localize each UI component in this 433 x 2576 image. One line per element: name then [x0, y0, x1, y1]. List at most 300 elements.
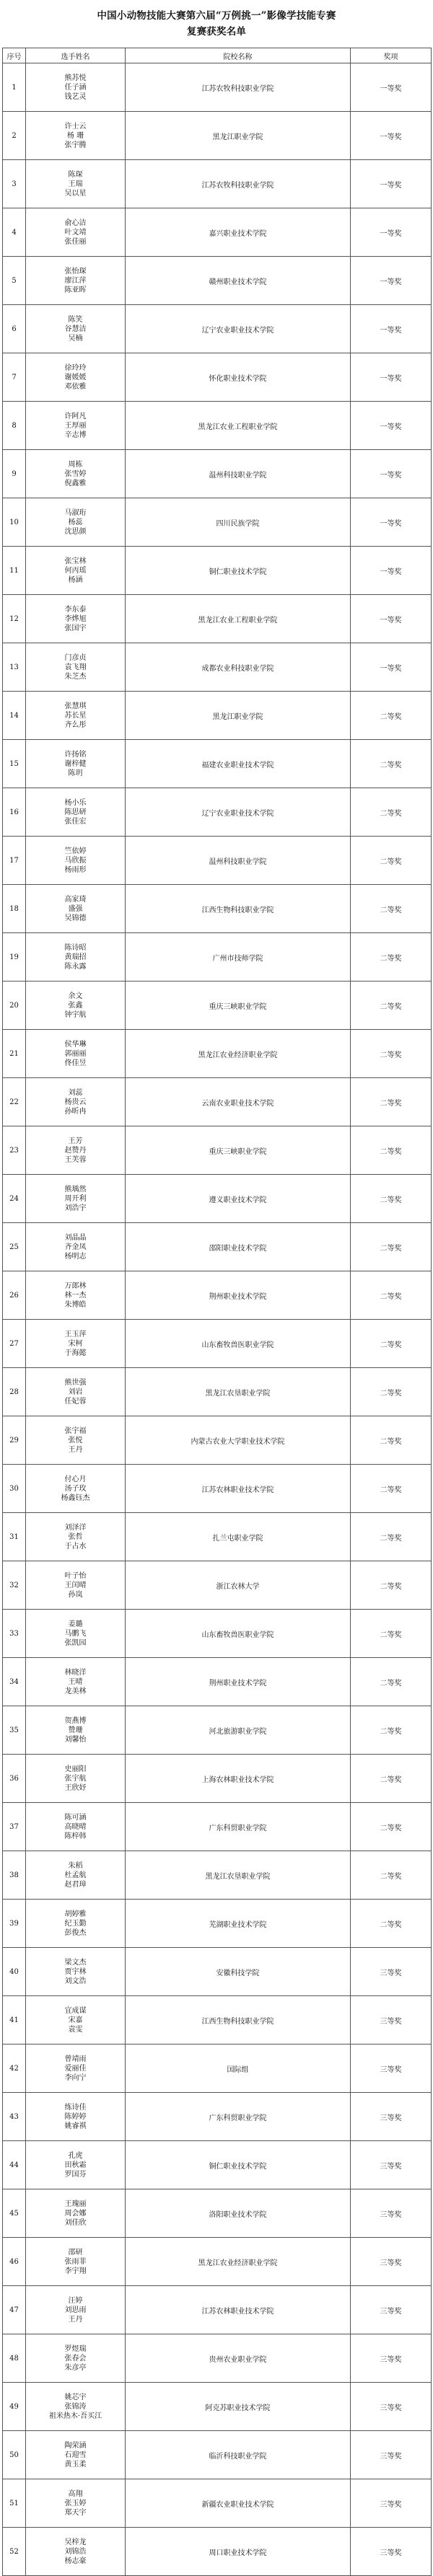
school-name: 荆州职业技术学院: [126, 1658, 351, 1706]
row-number: 42: [3, 2045, 26, 2093]
row-number: 7: [3, 353, 26, 402]
contestant-name: 汤子玫: [64, 1484, 87, 1493]
school-name: 重庆三峡职业学院: [126, 982, 351, 1030]
prize-level: 一等奖: [351, 353, 432, 402]
contestant-names-cell: [26, 2334, 126, 2383]
contestant-name: 张凯园: [64, 1638, 87, 1647]
contestant-name: 孙昕冉: [64, 1107, 87, 1116]
prize-level: 二等奖: [351, 1658, 432, 1706]
award-table-body: [3, 63, 432, 2576]
table-row: [3, 2383, 432, 2431]
table-row: [3, 595, 432, 643]
header-number: 序号: [3, 48, 26, 63]
contestant-name: 王芳: [68, 1137, 83, 1145]
contestant-name: 王厚丽: [64, 421, 87, 430]
contestant-name: 杨蕊: [68, 518, 83, 526]
row-number: 10: [3, 498, 26, 547]
prize-level: 三等奖: [351, 2093, 432, 2141]
contestant-name: 史丽阳: [64, 1765, 87, 1773]
row-number: 12: [3, 595, 26, 643]
school-name: 黑龙江农垦职业学院: [126, 1368, 351, 1416]
contestant-names-cell: [26, 160, 126, 208]
contestant-name: 邓依雅: [64, 382, 87, 391]
contestant-name: 王闰晴: [64, 1581, 87, 1589]
contestant-name: 林晓洋: [64, 1668, 87, 1677]
row-number: 50: [3, 2431, 26, 2479]
contestant-name: 邵研: [68, 2248, 83, 2257]
table-row: [3, 353, 432, 402]
contestant-name: 陶荣涵: [64, 2441, 87, 2450]
contestant-name: 张怡琛: [64, 267, 87, 275]
school-name: 邵阳职业技术学院: [126, 1223, 351, 1271]
title-line-1: 中国小动物技能大赛第六届“万例挑一”影像学技能专赛: [97, 10, 336, 22]
prize-level: 二等奖: [351, 1706, 432, 1755]
prize-level: 二等奖: [351, 1851, 432, 1900]
contestant-name: 石迎雪: [64, 2451, 87, 2459]
row-number: 8: [3, 402, 26, 450]
prize-level: 二等奖: [351, 740, 432, 788]
school-name: 上海农林职业技术学院: [126, 1755, 351, 1803]
contestant-name: 张佳丽: [64, 237, 87, 246]
contestant-name: 李烨旭: [64, 614, 87, 623]
school-name: 洛阳职业技术学院: [126, 2189, 351, 2238]
table-row: [3, 402, 432, 450]
school-name: 辽宁农业职业技术学院: [126, 788, 351, 837]
contestant-name: 罗煜瑞: [64, 2345, 87, 2353]
row-number: 41: [3, 1996, 26, 2045]
school-name: 福建农业职业技术学院: [126, 740, 351, 788]
contestant-names-cell: [26, 1368, 126, 1416]
contestant-name: 刘蕊: [68, 1088, 83, 1097]
contestant-names-cell: [26, 837, 126, 885]
contestant-names-cell: [26, 305, 126, 353]
contestant-names-cell: [26, 547, 126, 595]
row-number: 4: [3, 208, 26, 257]
contestant-name: 陈诗昭: [64, 943, 87, 952]
contestant-names-cell: [26, 498, 126, 547]
table-row: [3, 498, 432, 547]
contestant-names-cell: [26, 2141, 126, 2189]
header-school-name: 院校名称: [126, 48, 351, 63]
contestant-name: 张锦涛: [64, 2402, 87, 2411]
row-number: 15: [3, 740, 26, 788]
school-name: 黑龙江农业工程职业学院: [126, 402, 351, 450]
contestant-name: 张慧琪: [64, 702, 87, 710]
contestant-names-cell: [26, 1030, 126, 1078]
table-row: [3, 450, 432, 498]
table-row: [3, 2528, 432, 2576]
prize-level: 二等奖: [351, 1320, 432, 1368]
table-row: [3, 1803, 432, 1851]
prize-level: 二等奖: [351, 1465, 432, 1513]
row-number: 46: [3, 2238, 26, 2286]
contestant-name: 张宇福: [64, 1426, 87, 1435]
contestant-name: 宜成谋: [64, 2006, 87, 2015]
contestant-names-cell: [26, 2093, 126, 2141]
contestant-name: 周会娜: [64, 2209, 87, 2218]
contestant-name: 王丹: [68, 1445, 83, 1454]
contestant-name: 陈琛: [68, 170, 83, 179]
contestant-name: 李向宁: [64, 2073, 87, 2082]
contestant-name: 沈思颜: [64, 527, 87, 536]
contestant-name: 张国宇: [64, 624, 87, 632]
row-number: 3: [3, 160, 26, 208]
row-number: 38: [3, 1851, 26, 1900]
contestant-name: 许士云: [64, 122, 87, 131]
contestant-name: 杨涵: [68, 575, 83, 584]
school-name: 新疆农业职业技术学院: [126, 2479, 351, 2528]
contestant-name: 袁雯: [68, 2025, 83, 2034]
contestant-name: 杨小乐: [64, 798, 87, 807]
contestant-name: 门彦贞: [64, 653, 87, 662]
prize-level: 三等奖: [351, 2045, 432, 2093]
school-name: 国际组: [126, 2045, 351, 2093]
table-header-row: [3, 48, 432, 63]
row-number: 18: [3, 885, 26, 933]
prize-level: 一等奖: [351, 547, 432, 595]
school-name: 铜仁职业技术学院: [126, 547, 351, 595]
prize-level: 二等奖: [351, 1513, 432, 1561]
contestant-name: 黄玉柔: [64, 2460, 87, 2469]
school-name: 阿克苏职业技术学院: [126, 2383, 351, 2431]
school-name: 广州市技师学院: [126, 933, 351, 982]
contestant-name: 王欣妤: [64, 1783, 87, 1792]
row-number: 45: [3, 2189, 26, 2238]
contestant-name: 杨志豪: [64, 2557, 87, 2565]
row-number: 34: [3, 1658, 26, 1706]
row-number: 29: [3, 1416, 26, 1465]
contestant-name: 孔虎: [68, 2151, 83, 2160]
contestant-name: 祖米热木·吾买江: [48, 2412, 102, 2420]
table-row: [3, 2286, 432, 2334]
table-row: [3, 1175, 432, 1223]
school-name: 赣州职业技术学院: [126, 257, 351, 305]
contestant-name: 熊世强: [64, 1378, 87, 1387]
contestant-names-cell: [26, 982, 126, 1030]
contestant-name: 徐玲玲: [64, 363, 87, 372]
school-name: 临沂科技职业学院: [126, 2431, 351, 2479]
row-number: 37: [3, 1803, 26, 1851]
contestant-name: 谷慧洁: [64, 325, 87, 333]
prize-level: 二等奖: [351, 1030, 432, 1078]
table-row: [3, 1900, 432, 1948]
row-number: 2: [3, 112, 26, 160]
school-name: 云南农业职业技术学院: [126, 1078, 351, 1126]
contestant-names-cell: [26, 63, 126, 112]
table-row: [3, 885, 432, 933]
row-number: 39: [3, 1900, 26, 1948]
contestant-names-cell: [26, 1900, 126, 1948]
contestant-name: 胡婷雅: [64, 1910, 87, 1918]
table-row: [3, 1126, 432, 1175]
row-number: 11: [3, 547, 26, 595]
school-name: 广东科贸职业学院: [126, 2093, 351, 2141]
row-number: 51: [3, 2479, 26, 2528]
contestant-name: 杨明志: [64, 1252, 87, 1261]
table-row: [3, 2189, 432, 2238]
table-row: [3, 547, 432, 595]
table-row: [3, 1416, 432, 1465]
contestant-name: 陈笑: [68, 315, 83, 324]
contestant-names-cell: [26, 1078, 126, 1126]
table-row: [3, 257, 432, 305]
contestant-name: 姚芯宇: [64, 2393, 87, 2401]
row-number: 32: [3, 1561, 26, 1610]
contestant-name: 张雪婷: [64, 469, 87, 478]
prize-level: 二等奖: [351, 1223, 432, 1271]
table-row: [3, 1610, 432, 1658]
contestant-name: 王芙蓉: [64, 1155, 87, 1164]
row-number: 33: [3, 1610, 26, 1658]
school-name: 贵州农业职业学院: [126, 2334, 351, 2383]
contestant-name: 任子涵: [64, 83, 87, 92]
table-row: [3, 1078, 432, 1126]
contestant-name: 钟宇航: [64, 1010, 87, 1019]
row-number: 31: [3, 1513, 26, 1561]
contestant-names-cell: [26, 402, 126, 450]
contestant-names-cell: [26, 1175, 126, 1223]
contestant-name: 于占水: [64, 1542, 87, 1551]
prize-level: 三等奖: [351, 2334, 432, 2383]
prize-level: 三等奖: [351, 2479, 432, 2528]
table-row: [3, 1706, 432, 1755]
contestant-name: 杨贵云: [64, 1098, 87, 1106]
contestant-name: 谢梓健: [64, 759, 87, 768]
contestant-name: 练诗佳: [64, 2103, 87, 2112]
prize-level: 二等奖: [351, 837, 432, 885]
contestant-name: 倪鑫雅: [64, 479, 87, 488]
contestant-name: 杨鑫钰杰: [61, 1494, 90, 1502]
row-number: 20: [3, 982, 26, 1030]
contestant-names-cell: [26, 1996, 126, 2045]
prize-level: 二等奖: [351, 1561, 432, 1610]
school-name: 温州科技职业学院: [126, 450, 351, 498]
contestant-name: 齐金凤: [64, 1243, 87, 1251]
school-name: 铜仁职业技术学院: [126, 2141, 351, 2189]
contestant-name: 刘晶晶: [64, 1233, 87, 1242]
prize-level: 三等奖: [351, 2528, 432, 2576]
prize-level: 二等奖: [351, 1126, 432, 1175]
school-name: 安徽科技学院: [126, 1948, 351, 1996]
table-row: [3, 208, 432, 257]
table-row: [3, 2045, 432, 2093]
contestant-name: 张宇航: [64, 1774, 87, 1783]
prize-level: 二等奖: [351, 1610, 432, 1658]
contestant-name: 姜璐: [68, 1620, 83, 1628]
row-number: 44: [3, 2141, 26, 2189]
contestant-name: 于海懿: [64, 1349, 87, 1357]
prize-level: 一等奖: [351, 208, 432, 257]
table-row: [3, 1030, 432, 1078]
prize-level: 二等奖: [351, 1271, 432, 1320]
contestant-name: 刘锦浩: [64, 2547, 87, 2556]
prize-level: 二等奖: [351, 1078, 432, 1126]
prize-level: 三等奖: [351, 2238, 432, 2286]
contestant-name: 张佳宏: [64, 817, 87, 826]
contestant-names-cell: [26, 1851, 126, 1900]
school-name: 江苏农林职业技术学院: [126, 2286, 351, 2334]
contestant-names-cell: [26, 1948, 126, 1996]
contestant-name: 张宝林: [64, 557, 87, 565]
contestant-name: 贺燕博: [64, 1716, 87, 1725]
table-row: [3, 1320, 432, 1368]
table-row: [3, 1658, 432, 1706]
contestant-name: 张宇腾: [64, 141, 87, 149]
table-row: [3, 160, 432, 208]
contestant-name: 王玉萍: [64, 1330, 87, 1338]
contestant-name: 齐么彤: [64, 720, 87, 729]
contestant-name: 张春会: [64, 2354, 87, 2363]
contestant-names-cell: [26, 2238, 126, 2286]
prize-level: 二等奖: [351, 933, 432, 982]
table-row: [3, 1996, 432, 2045]
contestant-name: 王丹: [68, 2315, 83, 2324]
row-number: 17: [3, 837, 26, 885]
row-number: 52: [3, 2528, 26, 2576]
contestant-names-cell: [26, 1126, 126, 1175]
contestant-names-cell: [26, 2286, 126, 2334]
contestant-name: 李东泰: [64, 605, 87, 614]
contestant-name: 吴楠: [68, 334, 83, 343]
contestant-name: 汪婷: [68, 2296, 83, 2305]
table-row: [3, 1271, 432, 1320]
table-row: [3, 2334, 432, 2383]
row-number: 22: [3, 1078, 26, 1126]
contestant-name: 叶子怡: [64, 1571, 87, 1580]
contestant-names-cell: [26, 2431, 126, 2479]
award-table: [2, 48, 432, 2576]
contestant-name: 朱博皓: [64, 1300, 87, 1309]
row-number: 47: [3, 2286, 26, 2334]
row-number: 48: [3, 2334, 26, 2383]
document-title: [0, 0, 433, 48]
prize-level: 二等奖: [351, 1416, 432, 1465]
contestant-names-cell: [26, 595, 126, 643]
prize-level: 二等奖: [351, 1755, 432, 1803]
row-number: 25: [3, 1223, 26, 1271]
contestant-name: 杨 珊: [66, 131, 84, 140]
prize-level: 二等奖: [351, 788, 432, 837]
prize-level: 二等奖: [351, 1900, 432, 1948]
row-number: 26: [3, 1271, 26, 1320]
contestant-name: 谢媛媛: [64, 373, 87, 381]
contestant-name: 陈可涵: [64, 1813, 87, 1822]
contestant-name: 刘馨怡: [64, 1735, 87, 1744]
school-name: 江苏农林职业技术学院: [126, 1465, 351, 1513]
contestant-name: 马淑珩: [64, 508, 87, 517]
contestant-name: 周开利: [64, 1194, 87, 1203]
contestant-name: 辛志博: [64, 431, 87, 439]
row-number: 5: [3, 257, 26, 305]
row-number: 27: [3, 1320, 26, 1368]
contestant-name: 彭俊杰: [64, 1928, 87, 1937]
prize-level: 三等奖: [351, 2286, 432, 2334]
school-name: 山东畜牧兽医职业学院: [126, 1320, 351, 1368]
contestant-name: 赵赞丹: [64, 1146, 87, 1155]
contestant-name: 苏长星: [64, 711, 87, 720]
table-row: [3, 305, 432, 353]
prize-level: 三等奖: [351, 2431, 432, 2479]
prize-level: 三等奖: [351, 2383, 432, 2431]
contestant-name: 陈永露: [64, 962, 87, 971]
contestant-names-cell: [26, 2383, 126, 2431]
contestant-names-cell: [26, 2479, 126, 2528]
table-row: [3, 788, 432, 837]
contestant-name: 侯华琳: [64, 1040, 87, 1049]
school-name: 江苏农牧科技职业学院: [126, 63, 351, 112]
contestant-names-cell: [26, 2045, 126, 2093]
table-row: [3, 2431, 432, 2479]
contestant-names-cell: [26, 1513, 126, 1561]
row-number: 30: [3, 1465, 26, 1513]
table-row: [3, 837, 432, 885]
contestant-name: 罗国芬: [64, 2170, 87, 2179]
table-row: [3, 1513, 432, 1561]
prize-level: 三等奖: [351, 2189, 432, 2238]
title-line-2: 复赛获奖名单: [186, 26, 247, 38]
prize-level: 一等奖: [351, 402, 432, 450]
row-number: 40: [3, 1948, 26, 1996]
table-row: [3, 63, 432, 112]
contestant-name: 王晴: [68, 1677, 83, 1686]
row-number: 35: [3, 1706, 26, 1755]
contestant-names-cell: [26, 257, 126, 305]
contestant-names-cell: [26, 1465, 126, 1513]
contestant-name: 刘佳欣: [64, 2218, 87, 2227]
prize-level: 三等奖: [351, 2141, 432, 2189]
contestant-name: 何丙瑶: [64, 566, 87, 575]
contestant-name: 竺依婷: [64, 847, 87, 855]
contestant-name: 刘岩: [68, 1388, 83, 1396]
contestant-name: 赞珊: [68, 1726, 83, 1734]
contestant-name: 郭丽丽: [64, 1049, 87, 1058]
contestant-name: 朱彦亭: [64, 2363, 87, 2372]
table-row: [3, 2093, 432, 2141]
contestant-name: 张哲: [68, 1532, 83, 1541]
table-row: [3, 1948, 432, 1996]
header-contestant-names: 选手姓名: [26, 48, 126, 63]
contestant-names-cell: [26, 1610, 126, 1658]
contestant-name: 王瑞: [68, 180, 83, 188]
contestant-name: 付心月: [64, 1475, 87, 1483]
prize-level: 二等奖: [351, 692, 432, 740]
row-number: 24: [3, 1175, 26, 1223]
contestant-name: 陈梓韩: [64, 1832, 87, 1840]
school-name: 黑龙江农业工程职业学院: [126, 595, 351, 643]
contestant-names-cell: [26, 1416, 126, 1465]
contestant-names-cell: [26, 1561, 126, 1610]
school-name: 嘉兴职业技术学院: [126, 208, 351, 257]
prize-level: 二等奖: [351, 885, 432, 933]
contestant-name: 杜孟航: [64, 1871, 87, 1879]
row-number: 43: [3, 2093, 26, 2141]
contestant-names-cell: [26, 692, 126, 740]
contestant-name: 纪玉勤: [64, 1919, 87, 1928]
prize-level: 一等奖: [351, 63, 432, 112]
contestant-name: 许扬铭: [64, 750, 87, 759]
prize-level: 二等奖: [351, 982, 432, 1030]
school-name: 江西生物科技职业学院: [126, 1996, 351, 2045]
school-name: 江西生物科技职业学院: [126, 885, 351, 933]
contestant-names-cell: [26, 1320, 126, 1368]
school-name: 成都农业科技职业学院: [126, 643, 351, 692]
row-number: 23: [3, 1126, 26, 1175]
contestant-name: 杨雨形: [64, 865, 87, 874]
prize-level: 二等奖: [351, 1803, 432, 1851]
contestant-name: 马鹏飞: [64, 1629, 87, 1638]
row-number: 14: [3, 692, 26, 740]
contestant-name: 黄瑞招: [64, 953, 87, 961]
